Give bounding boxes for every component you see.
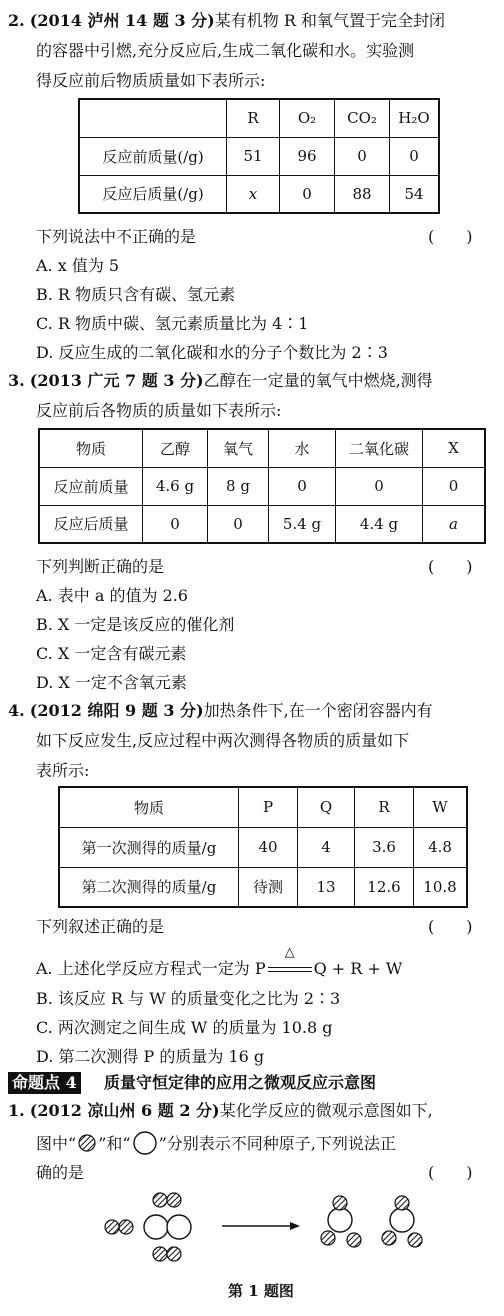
q4-line2: 如下反应发生,反应过程中两次测得各物质的质量如下 xyxy=(36,731,410,750)
q2-option-d: D. 反应生成的二氧化碳和水的分子个数比为 2∶3 xyxy=(36,343,388,362)
section-title: 质量守恒定律的应用之微观反应示意图 xyxy=(104,1073,377,1092)
q2-line1 xyxy=(8,10,445,32)
plain-atom xyxy=(167,1215,191,1239)
q4-line3: 表所示: xyxy=(36,761,90,780)
q2-source: (2014 泸州 14 题 3 分) xyxy=(29,11,215,30)
hatched-atom xyxy=(153,1247,167,1261)
micro-reaction-diagram xyxy=(90,1188,490,1278)
q2-cell: 0 xyxy=(335,137,390,175)
q4-th: R xyxy=(355,787,414,827)
hatched-atom xyxy=(119,1220,133,1234)
q4-option-a-pre: A. 上述化学反应方程式一定为 P xyxy=(36,959,266,978)
hatched-atom xyxy=(105,1220,119,1234)
q2-number: 2. xyxy=(8,11,25,30)
q2-th: O₂ xyxy=(280,99,335,137)
q1-answer-paren[interactable]: ( ) xyxy=(428,1163,473,1182)
q2-cell: 54 xyxy=(390,175,440,213)
q4-cell: 4 xyxy=(298,827,355,867)
q1-line3: 确的是 xyxy=(36,1163,85,1182)
q3-cell: 0 xyxy=(269,467,336,505)
q3-source: (2013 广元 7 题 3 分) xyxy=(29,371,204,390)
q4-th: W xyxy=(414,787,468,827)
q3-text-1: 乙醇在一定量的氧气中燃烧,测得 xyxy=(203,371,433,390)
q4-source: (2012 绵阳 9 题 3 分) xyxy=(29,701,204,720)
q3-table xyxy=(38,428,486,544)
q4-cell: 10.8 xyxy=(414,867,468,907)
q3-th: 物质 xyxy=(39,429,143,467)
q1-number: 1. xyxy=(8,1101,25,1120)
q3-cell: 0 xyxy=(423,467,486,505)
q3-th: 乙醇 xyxy=(143,429,208,467)
q3-cell: 8 g xyxy=(208,467,269,505)
reaction-arrow-icon xyxy=(222,1222,300,1230)
q2-line3: 得反应前后物质质量如下表所示: xyxy=(36,71,266,90)
q1-line2 xyxy=(36,1131,396,1155)
q4-option-a xyxy=(36,945,403,980)
q4-cell: 13 xyxy=(298,867,355,907)
q4-line1 xyxy=(8,700,433,722)
q3-th: 氧气 xyxy=(208,429,269,467)
q4-th: 物质 xyxy=(59,787,239,827)
q4-cell: 12.6 xyxy=(355,867,414,907)
q2-th: R xyxy=(227,99,280,137)
q2-cell: 0 xyxy=(280,175,335,213)
q2-cell: x xyxy=(227,175,280,213)
q1-text-1: 某化学反应的微观示意图如下, xyxy=(219,1101,433,1120)
q3-option-b: B. X 一定是该反应的催化剂 xyxy=(36,615,235,634)
q2-cell: 反应前质量(/g) xyxy=(79,137,227,175)
q3-cell: 4.6 g xyxy=(143,467,208,505)
q2-th: H₂O xyxy=(390,99,440,137)
hatched-atom-icon xyxy=(76,1133,98,1153)
product-molecule-1 xyxy=(321,1196,361,1247)
q1-line2-post: ”分别表示不同种原子,下列说法正 xyxy=(158,1134,396,1153)
q4-option-c: C. 两次测定之间生成 W 的质量为 10.8 g xyxy=(36,1018,333,1037)
q4-answer-paren[interactable]: ( ) xyxy=(428,917,473,936)
q4-table xyxy=(58,786,468,908)
q2-option-c: C. R 物质中碳、氢元素质量比为 4∶1 xyxy=(36,314,309,333)
q2-cell: 88 xyxy=(335,175,390,213)
q3-cell: a xyxy=(423,505,486,543)
q2-answer-paren[interactable]: ( ) xyxy=(428,227,473,246)
q3-cell: 5.4 g xyxy=(269,505,336,543)
heat-condition-icon: △ xyxy=(284,945,295,960)
hatched-atom xyxy=(153,1193,167,1207)
q4-th: P xyxy=(239,787,298,827)
reaction-arrow xyxy=(266,945,314,980)
q3-line1 xyxy=(8,370,433,392)
q1-line1 xyxy=(8,1100,433,1122)
hatched-atom xyxy=(167,1193,181,1207)
q2-table xyxy=(78,98,440,214)
reactant-molecules xyxy=(105,1193,191,1261)
q2-text-1: 某有机物 R 和氧气置于完全封闭 xyxy=(214,11,445,30)
q4-number: 4. xyxy=(8,701,25,720)
q2-cell: 51 xyxy=(227,137,280,175)
q4-option-b: B. 该反应 R 与 W 的质量变化之比为 2∶3 xyxy=(36,989,341,1008)
q3-answer-paren[interactable]: ( ) xyxy=(428,557,473,576)
product-molecule-2 xyxy=(382,1196,422,1247)
figure-caption: 第 1 题图 xyxy=(228,1282,294,1300)
q3-number: 3. xyxy=(8,371,25,390)
q2-cell: 0 xyxy=(390,137,440,175)
q3-option-a: A. 表中 a 的值为 2.6 xyxy=(36,586,188,605)
q4-cell: 第一次测得的质量/g xyxy=(59,827,239,867)
hatched-atom xyxy=(167,1247,181,1261)
q1-line2-pre: 图中“ xyxy=(36,1134,77,1153)
q4-prompt: 下列叙述正确的是 xyxy=(36,917,165,936)
q3-cell: 4.4 g xyxy=(336,505,423,543)
q4-cell: 4.8 xyxy=(414,827,468,867)
q3-option-d: D. X 一定不含氧元素 xyxy=(36,673,187,692)
q3-option-c: C. X 一定含有碳元素 xyxy=(36,644,187,663)
q1-line2-mid: ”和“ xyxy=(98,1134,131,1153)
q4-text-1: 加热条件下,在一个密闭容器内有 xyxy=(203,701,433,720)
section-tag: 命题点 4 xyxy=(8,1072,81,1094)
q2-cell: 反应后质量(/g) xyxy=(79,175,227,213)
q2-th: CO₂ xyxy=(335,99,390,137)
q3-cell: 反应前质量 xyxy=(39,467,143,505)
q2-th xyxy=(79,99,227,137)
q2-option-a: A. x 值为 5 xyxy=(36,256,120,275)
q4-cell: 3.6 xyxy=(355,827,414,867)
q1-source: (2012 凉山州 6 题 2 分) xyxy=(29,1101,220,1120)
q3-cell: 0 xyxy=(143,505,208,543)
q2-line2: 的容器中引燃,充分反应后,生成二氧化碳和水。实验测 xyxy=(36,41,415,60)
q4-option-d: D. 第二次测得 P 的质量为 16 g xyxy=(36,1047,265,1066)
q4-cell: 40 xyxy=(239,827,298,867)
q2-prompt: 下列说法中不正确的是 xyxy=(36,227,197,246)
q3-cell: 反应后质量 xyxy=(39,505,143,543)
q3-th: 二氧化碳 xyxy=(336,429,423,467)
q2-option-b: B. R 物质只含有碳、氢元素 xyxy=(36,285,236,304)
q3-cell: 0 xyxy=(336,467,423,505)
q4-cell: 第二次测得的质量/g xyxy=(59,867,239,907)
plain-atom xyxy=(144,1215,168,1239)
q3-th: X xyxy=(423,429,486,467)
q4-th: Q xyxy=(298,787,355,827)
q4-cell: 待测 xyxy=(239,867,298,907)
q3-th: 水 xyxy=(269,429,336,467)
q2-cell: 96 xyxy=(280,137,335,175)
q3-cell: 0 xyxy=(208,505,269,543)
plain-atom-icon xyxy=(131,1131,159,1155)
q3-line2: 反应前后各物质的质量如下表所示: xyxy=(36,401,282,420)
q3-prompt: 下列判断正确的是 xyxy=(36,557,165,576)
q4-option-a-post: Q + R + W xyxy=(313,959,403,978)
